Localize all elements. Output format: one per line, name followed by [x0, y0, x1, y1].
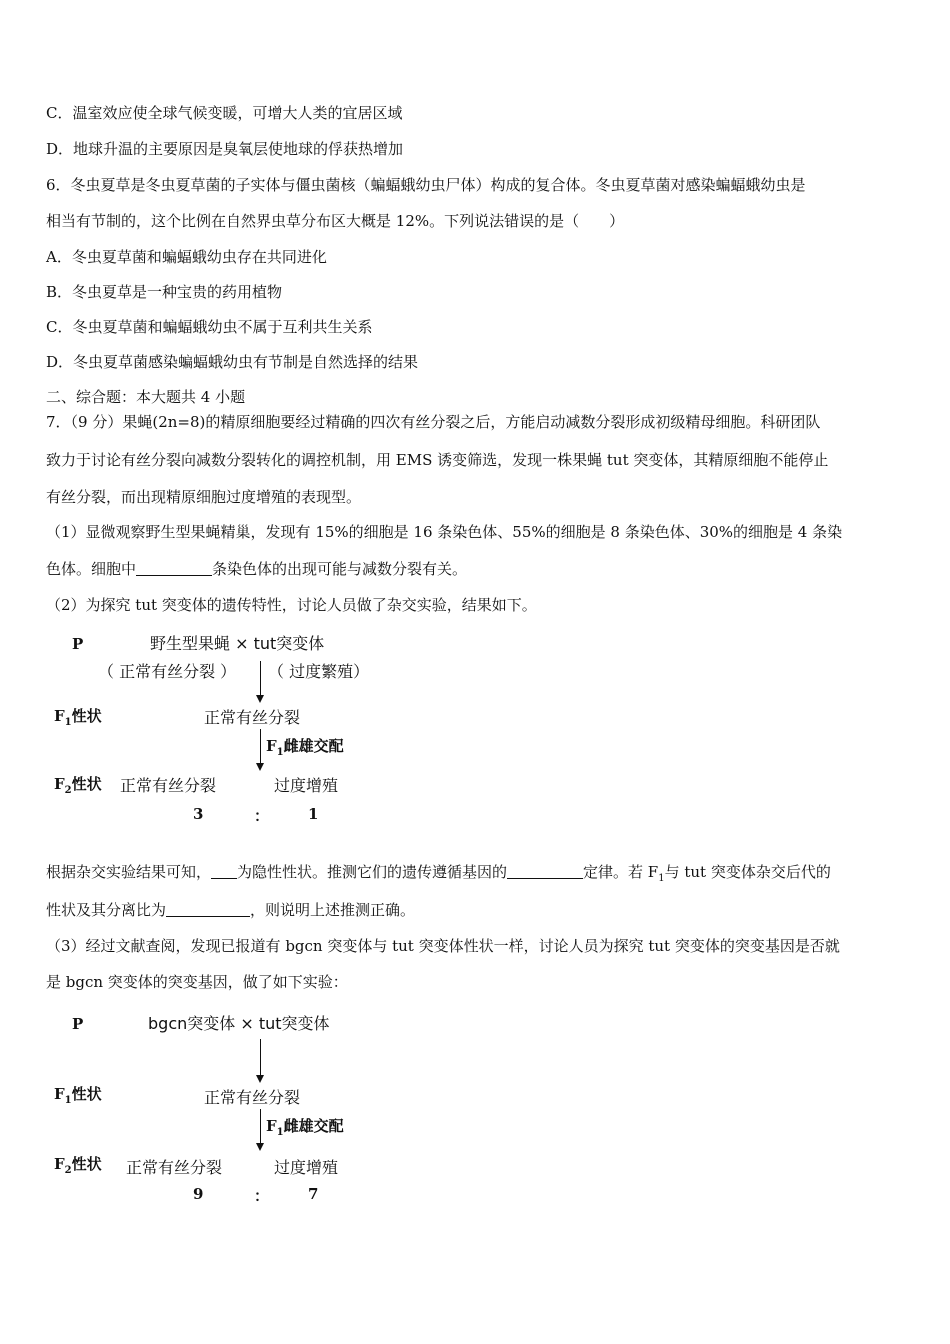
f2-label-letter: F	[54, 1155, 65, 1173]
cross-label-letter: F	[266, 737, 277, 755]
question-7-part-2-intro: （2）为探究 tut 突变体的遗传特性，讨论人员做了杂交实验，结果如下。	[46, 596, 537, 614]
arrow-down-icon	[260, 661, 261, 701]
f1-label-sub: 1	[64, 717, 72, 728]
f2-label-text: 性状	[71, 1155, 102, 1173]
f2-label-letter: F	[54, 775, 65, 793]
arrow-down-icon	[260, 1039, 261, 1081]
cross-label-text: 雌雄交配	[283, 1117, 344, 1135]
cross-label-letter: F	[266, 1117, 277, 1135]
section-heading: 二、综合题：本大题共 4 小题	[46, 388, 246, 406]
f1-label	[54, 705, 102, 728]
cross-label	[266, 1115, 344, 1138]
f1-label-text: 性状	[71, 707, 102, 725]
ratio-colon: ：	[254, 1187, 270, 1205]
option-d-q5: D．地球升温的主要原因是臭氧层使地球的俘获热增加	[46, 140, 404, 158]
cross-label-text: 雌雄交配	[283, 737, 344, 755]
answer-blank	[136, 560, 212, 576]
text-segment: 与 tut 突变体杂交后代的	[664, 863, 831, 881]
question-6-stem-2: 相当有节制的，这个比例在自然界虫草分布区大概是 12%。下列说法错误的是（ ）	[46, 212, 625, 230]
cross-label-sub: 1	[276, 1127, 284, 1138]
ratio-right: 1	[308, 805, 319, 823]
f2-label	[54, 773, 102, 796]
text-segment: 根据杂交实验结果可知，	[46, 863, 212, 881]
f1-label-text: 性状	[71, 1085, 102, 1103]
text-segment: 性状及其分离比为	[46, 901, 167, 919]
answer-blank	[211, 863, 237, 879]
question-6-stem-1: 6．冬虫夏草是冬虫夏草菌的子实体与僵虫菌核（蝙蝠蛾幼虫尸体）构成的复合体。冬虫夏草菌对感染蝙蝠蛾幼虫是	[46, 176, 806, 194]
arrow-down-icon	[260, 1109, 261, 1149]
option-c-q6: C．冬虫夏草菌和蝙蝠蛾幼虫不属于互利共生关系	[46, 318, 373, 336]
f2-normal: 正常有丝分裂	[120, 776, 217, 795]
answer-blank	[166, 901, 250, 917]
question-7-stem-2: 致力于讨论有丝分裂向减数分裂转化的调控机制，用 EMS 诱变筛选，发现一株果蝇 tut 突变体，其精原细胞不能停止	[46, 451, 829, 469]
question-7-part-2-line-1	[46, 862, 910, 889]
text-segment: 定律。若 F	[583, 863, 659, 881]
question-7-part-3-line-2: 是 bgcn 突变体的突变基因，做了如下实验：	[46, 973, 348, 991]
cross-label	[266, 735, 344, 758]
option-b-q6: B．冬虫夏草是一种宝贵的药用植物	[46, 283, 283, 301]
question-7-part-1-line-1: （1）显微观察野生型果蝇精巢，发现有 15%的细胞是 16 条染色体、55%的细胞是 8 条染色体、30%的细胞是 4 条染	[46, 523, 843, 541]
f1-label-letter: F	[54, 1085, 65, 1103]
option-d-q6: D．冬虫夏草菌感染蝙蝠蛾幼虫有节制是自然选择的结果	[46, 353, 419, 371]
ratio-left: 3	[193, 805, 204, 823]
f2-label	[54, 1153, 102, 1176]
f1-label	[54, 1083, 102, 1106]
f2-label-sub: 2	[64, 785, 72, 796]
f1-label-sub: 1	[64, 1095, 72, 1106]
f1-value: 正常有丝分裂	[204, 708, 301, 727]
cross-diagram-2	[40, 1005, 420, 1210]
text-segment: 为隐性性状。推测它们的遗传遵循基因的	[237, 863, 508, 881]
f2-overgrowth: 过度增殖	[274, 1158, 339, 1177]
question-7-stem-1: 7．（9 分）果蝇(2n=8)的精原细胞要经过精确的四次有丝分裂之后，方能启动减数分裂形成初级精母细胞。科研团队	[46, 413, 821, 431]
mutant-note: （ 过度繁殖）	[268, 662, 370, 681]
ratio-right: 7	[308, 1185, 319, 1203]
p-label: P	[72, 1015, 84, 1033]
option-a-q6: A．冬虫夏草菌和蝙蝠蛾幼虫存在共同进化	[46, 248, 327, 266]
parents-text: 野生型果蝇 × tut突变体	[150, 634, 325, 653]
ratio-colon: ：	[254, 807, 270, 825]
option-c-q5: C．温室效应使全球气候变暖，可增大人类的宜居区域	[46, 104, 403, 122]
ratio-left: 9	[193, 1185, 204, 1203]
f2-label-sub: 2	[64, 1165, 72, 1176]
cross-label-sub: 1	[276, 747, 284, 758]
f2-label-text: 性状	[71, 775, 102, 793]
question-7-stem-3: 有丝分裂，而出现精原细胞过度增殖的表现型。	[46, 488, 362, 506]
f1-label-letter: F	[54, 707, 65, 725]
f1-value: 正常有丝分裂	[204, 1088, 301, 1107]
question-7-part-3-line-1: （3）经过文献查阅，发现已报道有 bgcn 突变体与 tut 突变体性状一样，讨论人员为探究 tut 突变体的突变基因是否就	[46, 937, 840, 955]
question-7-part-1-line-2	[46, 559, 910, 579]
question-7-part-2-line-2	[46, 900, 910, 920]
arrow-down-icon	[260, 729, 261, 769]
answer-blank	[507, 863, 583, 879]
parents-text: bgcn突变体 × tut突变体	[148, 1014, 330, 1033]
wild-type-note: （ 正常有丝分裂 ）	[98, 662, 237, 681]
f2-normal: 正常有丝分裂	[126, 1158, 223, 1177]
subscript: 1	[658, 873, 665, 884]
text-segment: 条染色体的出现可能与减数分裂有关。	[212, 560, 468, 578]
f2-overgrowth: 过度增殖	[274, 776, 339, 795]
p-label: P	[72, 635, 84, 653]
text-segment: 色体。细胞中	[46, 560, 137, 578]
cross-diagram-1	[40, 625, 420, 830]
text-segment: ，则说明上述推测正确。	[250, 901, 416, 919]
